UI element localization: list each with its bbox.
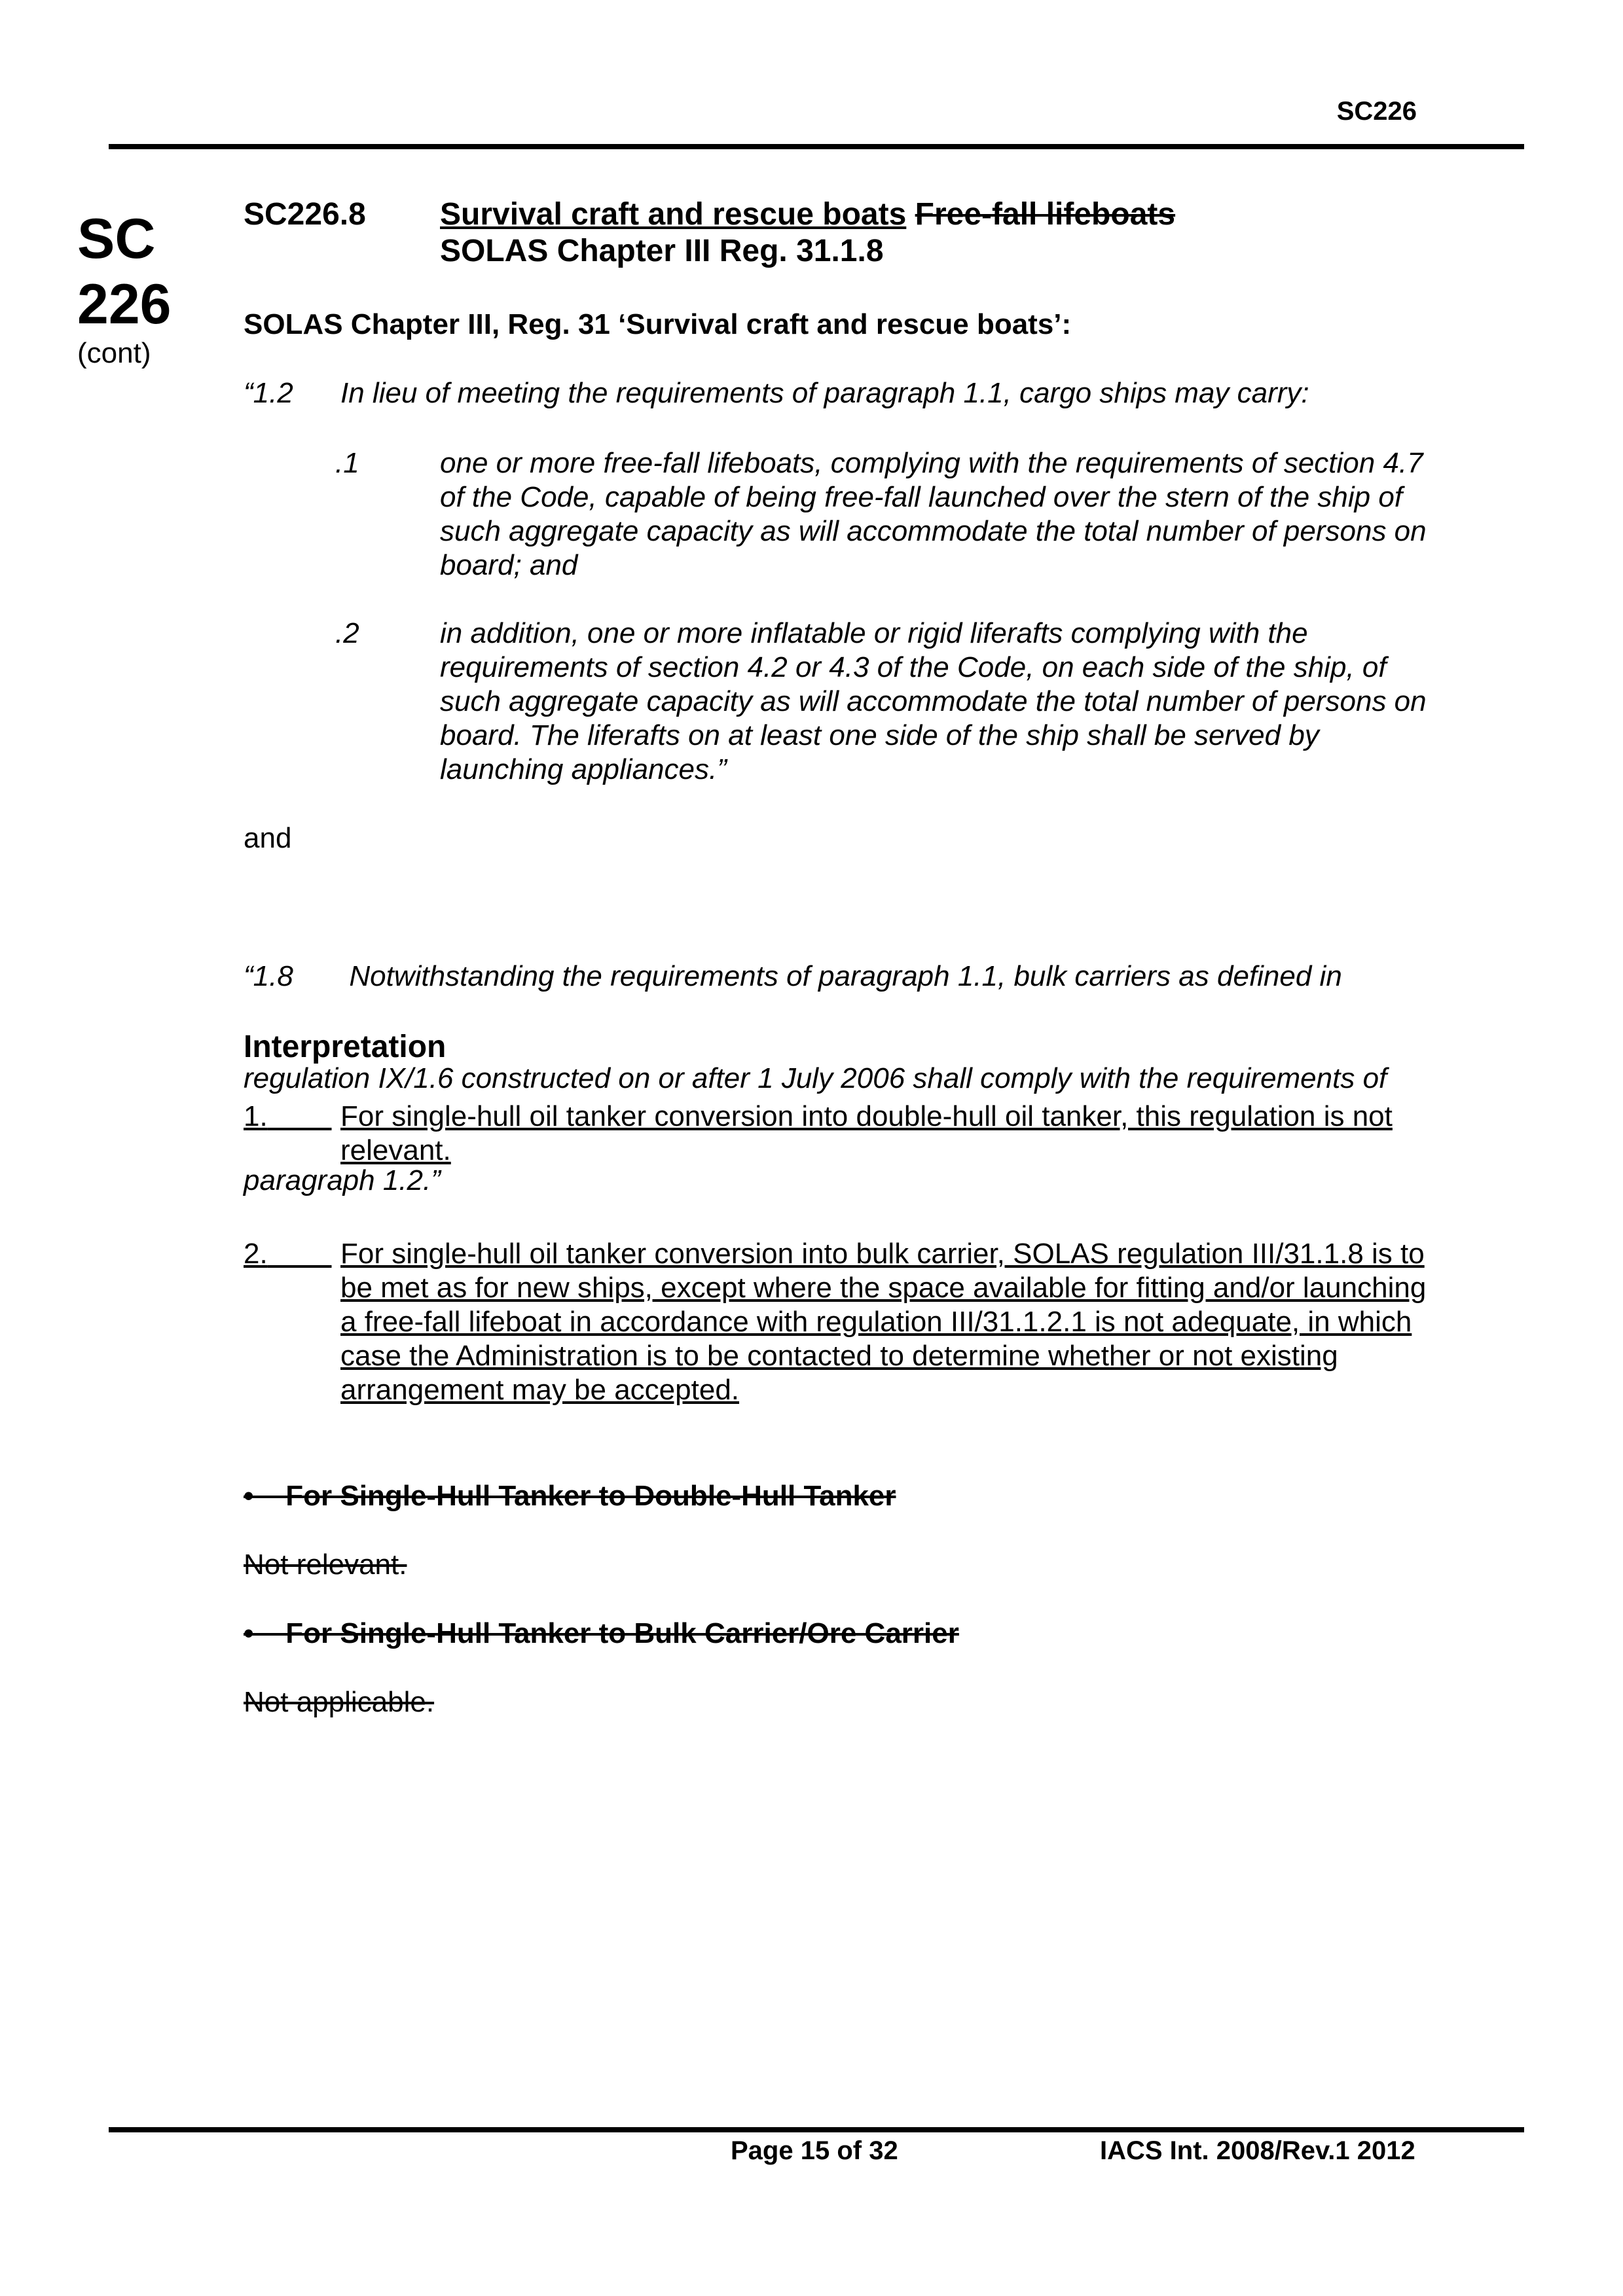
section-subtitle: SOLAS Chapter III Reg. 31.1.8	[440, 234, 884, 268]
sub-2-line: board. The liferafts on at least one side of the ship shall be served by	[440, 719, 1319, 751]
sidebar-code-line2: 226	[77, 273, 172, 336]
interp-2-line: be met as for new ships, except where the space available for fitting and/or launching	[340, 1272, 1427, 1304]
sub-2-line: in addition, one or more inflatable or rigid liferafts complying with the	[440, 617, 1308, 649]
section-number: SC226.8	[244, 197, 366, 232]
interp-2-number-text: 2.	[244, 1238, 268, 1270]
interp-1-line: For single-hull oil tanker conversion into double-hull oil tanker, this regulation is not	[340, 1100, 1393, 1132]
footer-page-number: Page 15 of 32	[731, 2136, 898, 2165]
interp-2-number	[244, 1237, 342, 1271]
footer-reference: IACS Int. 2008/Rev.1 2012	[1100, 2136, 1415, 2165]
para-1-8-line: paragraph 1.2.”	[244, 1164, 441, 1196]
sidebar-cont: (cont)	[77, 337, 151, 369]
interp-1-text	[340, 1100, 1453, 1168]
sub-2-line: launching appliances.”	[440, 753, 727, 785]
section-title-deleted: Free-fall lifeboats	[915, 197, 1176, 232]
interpretation-heading: Interpretation	[244, 1030, 447, 1064]
interp-2-line: For single-hull oil tanker conversion into bulk carrier, SOLAS regulation III/31.1.8 is to	[340, 1238, 1425, 1270]
deleted-bullet-2: • For Single-Hull Tanker to Bulk Carrier/Ore Carrier	[244, 1617, 959, 1649]
interp-1-line: relevant.	[340, 1134, 451, 1166]
interp-2-line: case the Administration is to be contacted to determine whether or not existing	[340, 1340, 1338, 1372]
sub-1-line: one or more free-fall lifeboats, complying with the requirements of section 4.7	[440, 447, 1423, 479]
sub-2-line: requirements of section 4.2 or 4.3 of the Code, on each side of the ship, of	[440, 651, 1387, 683]
header-rule	[109, 144, 1524, 149]
para-1-8-line: “1.8 Notwithstanding the requirements of paragraph 1.1, bulk carriers as defined in	[244, 960, 1342, 992]
para-1-8-line: regulation IX/1.6 constructed on or after 1 July 2006 shall comply with the requirements of	[244, 1062, 1387, 1094]
deleted-note-1: Not relevant.	[244, 1549, 407, 1581]
sub-1-number: .1	[335, 447, 359, 479]
interp-1-number-text: 1.	[244, 1100, 268, 1132]
section-title	[440, 196, 1175, 233]
sidebar-code-line1: SC	[77, 207, 156, 270]
footer-rule	[109, 2127, 1524, 2132]
and-text: and	[244, 822, 292, 854]
interp-2-line: arrangement may be accepted.	[340, 1374, 740, 1406]
sub-1-line: of the Code, capable of being free-fall launched over the stern of the ship of	[440, 481, 1403, 513]
interp-2-text	[340, 1237, 1453, 1407]
sub-2-text	[440, 617, 1455, 787]
sub-1-text	[440, 446, 1455, 583]
sub-2-number: .2	[335, 617, 359, 649]
para-1-2-number: “1.2	[244, 377, 293, 409]
interp-2-line: a free-fall lifeboat in accordance with regulation III/31.1.2.1 is not adequate, in which	[340, 1306, 1412, 1338]
section-title-new: Survival craft and rescue boats	[440, 197, 907, 232]
deleted-note-2: Not applicable.	[244, 1686, 435, 1718]
deleted-bullet-1: • For Single-Hull Tanker to Double-Hull Tanker	[244, 1480, 896, 1512]
para-1-2-text: In lieu of meeting the requirements of paragraph 1.1, cargo ships may carry:	[340, 377, 1309, 409]
header-code: SC226	[1336, 97, 1417, 126]
interp-1-number	[244, 1100, 342, 1134]
sub-2-line: such aggregate capacity as will accommodate the total number of persons on	[440, 685, 1427, 717]
sub-1-line: board; and	[440, 549, 578, 581]
sub-1-line: such aggregate capacity as will accommodate the total number of persons on	[440, 515, 1427, 547]
regulation-heading: SOLAS Chapter III, Reg. 31 ‘Survival craft and rescue boats’:	[244, 308, 1072, 340]
